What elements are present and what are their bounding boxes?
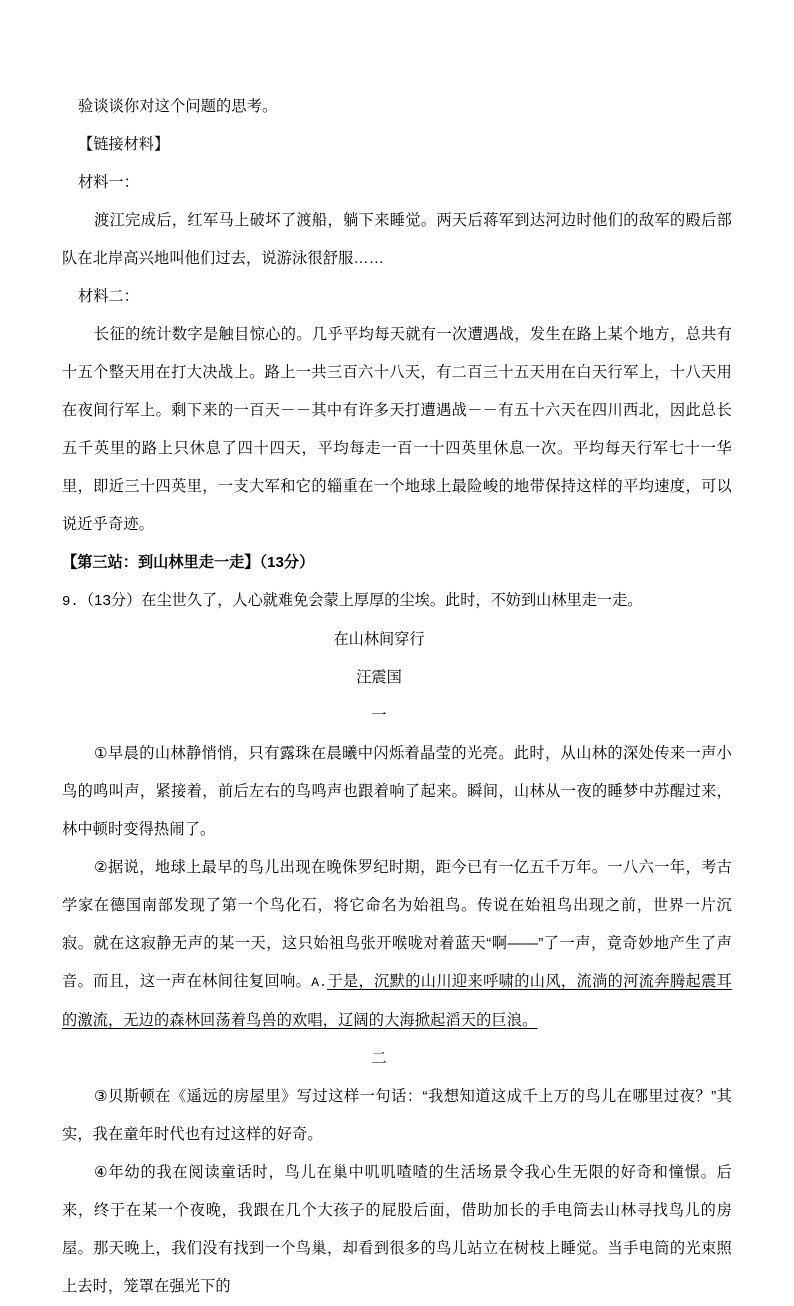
material-two-body: 长征的统计数字是触目惊心的。几乎平均每天就有一次遭遇战，发生在路上某个地方，总共有十五个整天用在打大决战上。路上一共三百六十八天，有二百三十五天用在白天行军上，十八天用在夜间行军上。剩下来的一百天－－其中有许多天打遭遇战－－有五十六天在四川西北，因此总长五千英里的路上只休息了四十四天，平均每走一百一十四英里休息一次。平均每天行军七十一华里，即近三十四英里，一支大军和它的辎重在一个地球上最险峻的地带保持这样的平均速度，可以说近乎奇迹。	[62, 326, 732, 533]
question-prompt: 在尘世久了，人心就难免会蒙上厚厚的尘埃。此时，不妨到山林里走一走。	[141, 592, 643, 609]
material-one-label: 材料一：	[78, 174, 139, 191]
paragraph-marker-1: ①	[94, 745, 109, 762]
paragraph-marker-3: ③	[94, 1088, 109, 1105]
material-two-label: 材料二：	[78, 288, 139, 305]
linked-materials-heading: 【链接材料】	[78, 136, 170, 153]
passage-author: 汪震国	[356, 669, 402, 686]
paragraph-text-2-before: 据说，地球上最早的鸟儿出现在晚侏罗纪时期，距今已有一亿五千万年。一八六一年，考古学家在德国南部发现了第一个鸟化石，将它命名为始祖鸟。传说在始祖鸟出现之前，世界一片沉寂。就在这寂静无声的某一天，这只始祖鸟张开喉咙对着蓝天“啊——”了一声，竟奇妙地产生了声音。而且，这一声在林间往复回响。	[62, 859, 733, 990]
paragraph-text-1: 早晨的山林静悄悄，只有露珠在晨曦中闪烁着晶莹的光亮。此时，从山林的深处传来一声小鸟的鸣叫声，紧接着，前后左右的鸟鸣声也跟着响了起来。瞬间，山林从一夜的睡梦中苏醒过来，林中顿时变得热闹了。	[62, 745, 733, 838]
paragraph-text-3: 贝斯顿在《遥远的房屋里》写过这样一句话：“我想知道这成千上万的鸟儿在哪里过夜？”其实，我在童年时代也有过这样的好奇。	[62, 1088, 733, 1143]
paragraph-marker-2: ②	[94, 859, 109, 876]
question-points: （13分）	[78, 592, 142, 609]
underlined-sentence-a: 于是，沉默的山川迎来呼啸的山风，流淌的河流奔腾起震耳的激流，无边的森林回荡着鸟兽的欢唱，辽阔的大海掀起滔天的巨浪。	[62, 973, 733, 1029]
section-marker-two: 二	[371, 1050, 387, 1067]
option-marker-a: A.	[311, 975, 328, 990]
passage-paragraph-3	[62, 1078, 732, 1154]
paragraph-text-4: 年幼的我在阅读童话时，鸟儿在巢中叽叽喳喳的生活场景令我心生无限的好奇和憧憬。后来，终于在某一个夜晚，我跟在几个大孩子的屁股后面，借助加长的手电筒去山林寻找鸟儿的房屋。那天晚上，我们没有找到一个鸟巢，却看到很多的鸟儿站立在树枝上睡觉。当手电筒的光束照上去时，笼罩在强光下的	[62, 1164, 732, 1295]
page-content	[62, 88, 732, 1306]
continuation-fragment: 验谈谈你对这个问题的思考。	[78, 98, 278, 115]
passage-paragraph-2	[62, 849, 732, 1040]
question-number: 9	[62, 594, 71, 610]
passage-title: 在山林间穿行	[333, 631, 425, 648]
section-marker-one: 一	[371, 707, 387, 724]
question-number-separator: .	[70, 594, 79, 610]
passage-paragraph-4	[62, 1154, 732, 1306]
passage-paragraph-1	[62, 735, 732, 849]
question-9	[62, 582, 732, 621]
material-one-body: 渡江完成后，红军马上破坏了渡船，躺下来睡觉。两天后蒋军到达河边时他们的敌军的殿后部队在北岸高兴地叫他们过去，说游泳很舒服……	[62, 212, 732, 267]
paragraph-marker-4: ④	[94, 1164, 109, 1181]
station-three-heading: 【第三站：到山林里走一走】（13分）	[62, 554, 315, 571]
